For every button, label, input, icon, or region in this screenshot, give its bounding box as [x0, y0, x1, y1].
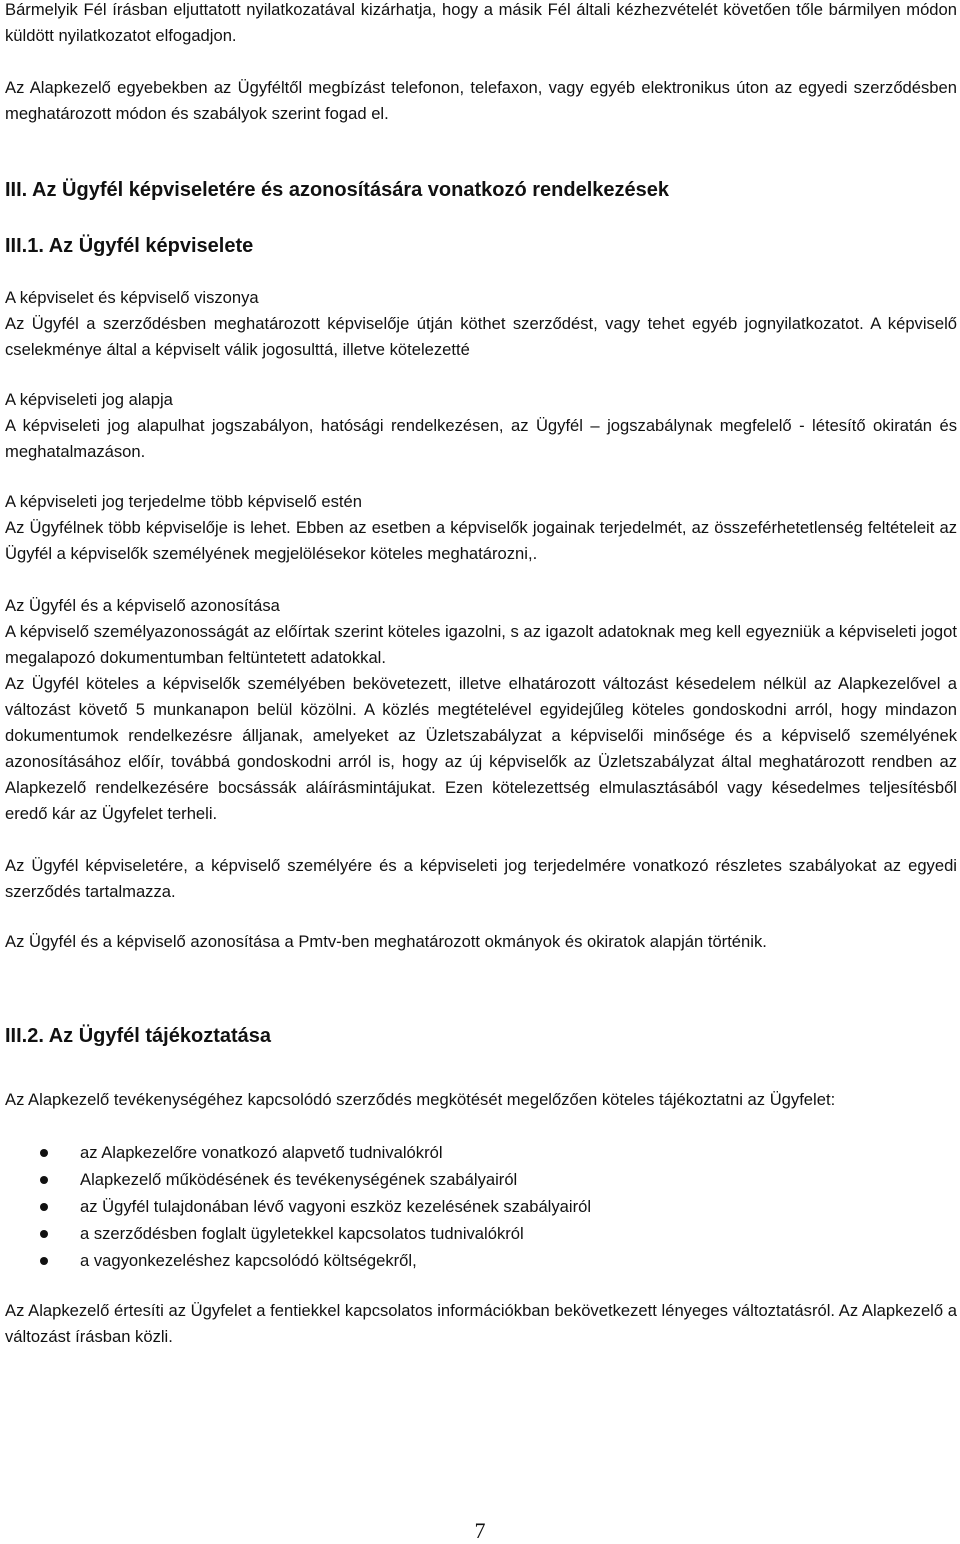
relation-title: A képviselet és képviselő viszonya	[5, 288, 259, 307]
identification-text-2: Az Ügyfél köteles a képviselők személyében bekövetezett, illetve elhatározott változást késedelem nélkül az Alapkezelővel a változást követő 5 munkanapon belül közölni. A közlés megtételével egyidejűleg köteles gondoskodni arról, hogy mindazon dokumentumok rendelkezésre álljanak, amelyeket az Üzletszabályzat a képviselői minősége és a képviselő személyének azonosításához előír, továbbá gondoskodni arról is, hogy az új képviselők az Üzletszabályzat által meghatározott rendben az Alapkezelő rendelkezésére bocsássák aláírásmintájukat. Ezen kötelezettség elmulasztásából vagy késedelmes teljesítésből eredő kár az Ügyfelet terheli.	[5, 674, 957, 823]
closing-paragraph: Az Alapkezelő értesíti az Ügyfelet a fentiekkel kapcsolatos információkban bekövetkezett lényeges változtatásról. Az Alapkezelő a változást írásban közli.	[5, 1301, 957, 1346]
bullet-icon	[40, 1230, 48, 1238]
list-item: Alapkezelő működésének és tevékenységének szabályairól	[5, 1166, 957, 1193]
list-item: az Ügyfél tulajdonában lévő vagyoni eszköz kezelésének szabályairól	[5, 1193, 957, 1220]
basis-title: A képviseleti jog alapja	[5, 390, 173, 409]
identification-title: Az Ügyfél és a képviselő azonosítása	[5, 596, 280, 615]
bullet-icon	[40, 1203, 48, 1211]
list-item: a szerződésben foglalt ügyletekkel kapcsolatos tudnivalókról	[5, 1220, 957, 1247]
basis-text: A képviseleti jog alapulhat jogszabályon, hatósági rendelkezésen, az Ügyfél – jogszabálynak megfelelő - létesítő okiratán és meghatalmazáson.	[5, 416, 957, 461]
pmtv-identification-text: Az Ügyfél és a képviselő azonosítása a Pmtv-ben meghatározott okmányok és okiratok alapján történik.	[5, 932, 767, 951]
detail-rules-text: Az Ügyfél képviseletére, a képviselő személyére és a képviseleti jog terjedelmére vonatkozó részletes szabályokat az egyedi szerződés tartalmazza.	[5, 856, 957, 901]
list-item: az Alapkezelőre vonatkozó alapvető tudnivalókról	[5, 1139, 957, 1166]
relation-text: Az Ügyfél a szerződésben meghatározott képviselője útján köthet szerződést, vagy tehet egyéb jognyilatkozatot. A képviselő cselekménye által a képviselt válik jogosulttá, illetve kötelezetté	[5, 314, 957, 359]
information-lead: Az Alapkezelő tevékenységéhez kapcsolódó szerződés megkötését megelőzően köteles tájékoztatni az Ügyfelet:	[5, 1090, 836, 1109]
intro-paragraph-1: Bármelyik Fél írásban eljuttatott nyilatkozatával kizárhatja, hogy a másik Fél általi kézhezvételét követően tőle bármilyen módon küldött nyilatkozatot elfogadjon.	[5, 0, 957, 45]
bullet-icon	[40, 1257, 48, 1265]
section-3-2-heading: III.2. Az Ügyfél tájékoztatása	[5, 1025, 272, 1047]
list-item: a vagyonkezeléshez kapcsolódó költségekről,	[5, 1247, 957, 1274]
section-3-heading: III. Az Ügyfél képviseletére és azonosítására vonatkozó rendelkezések	[5, 179, 669, 201]
document-page	[5, 0, 957, 1350]
page-number: 7	[474, 1518, 486, 1543]
information-list	[5, 1139, 957, 1274]
scope-title: A képviseleti jog terjedelme több képviselő estén	[5, 492, 362, 511]
scope-text: Az Ügyfélnek több képviselője is lehet. Ebben az esetben a képviselők jogainak terjedelmét, az összeférhetetlenség feltételeit az Ügyfél a képviselők személyének megjelölésekor köteles meghatározni,.	[5, 518, 957, 563]
bullet-icon	[40, 1176, 48, 1184]
bullet-icon	[40, 1149, 48, 1157]
identification-text-1: A képviselő személyazonosságát az előírtak szerint köteles igazolni, s az igazolt adatoknak meg kell egyezniük a képviseleti jogot megalapozó dokumentumban feltüntetett adatokkal.	[5, 622, 957, 667]
section-3-1-heading: III.1. Az Ügyfél képviselete	[5, 235, 254, 257]
intro-paragraph-2: Az Alapkezelő egyebekben az Ügyféltől megbízást telefonon, telefaxon, vagy egyéb elektronikus úton az egyedi szerződésben meghatározott módon és szabályok szerint fogad el.	[5, 78, 957, 123]
